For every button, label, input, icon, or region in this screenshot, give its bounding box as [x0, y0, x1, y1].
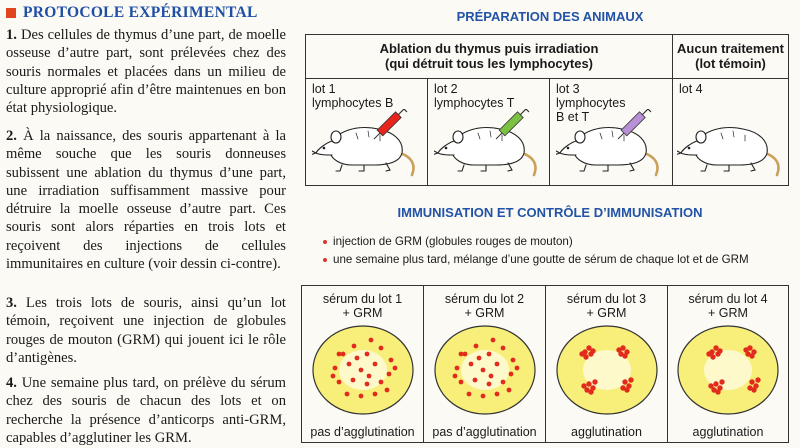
- mouse-icon: [677, 109, 787, 179]
- lot-cells-2: B et T: [556, 110, 590, 124]
- bullet-item: [323, 233, 749, 251]
- lot-cells: lymphocytes: [556, 96, 626, 110]
- serum-name: sérum du lot 4: [688, 292, 768, 306]
- paragraph-3: [6, 294, 286, 367]
- lot-number: lot 4: [679, 82, 703, 96]
- serum-name: sérum du lot 3: [566, 292, 647, 306]
- lot-label: [434, 82, 549, 110]
- paragraph-number: 4.: [6, 375, 17, 391]
- serum-label: [546, 286, 667, 320]
- immunisation-title: IMMUNISATION ET CONTRÔLE D’IMMUNISATION: [397, 205, 703, 220]
- paragraph-2: [6, 127, 286, 273]
- lot-cell-1: [306, 79, 428, 185]
- lot-cell-3: [550, 79, 673, 185]
- preparation-table: [305, 34, 789, 186]
- serum-label: [424, 286, 545, 320]
- serum-grm: + GRM: [708, 306, 748, 320]
- serum-label: [302, 286, 423, 320]
- result-cell-1: [302, 286, 424, 442]
- paragraph-text: Les trois lots de souris, ainsi qu’un lot témoin, reçoivent une injection de globules rouges de mouton (GRM) qui jouent ici le rôle d’antigènes.: [6, 295, 286, 366]
- serum-grm: + GRM: [342, 306, 383, 320]
- lot-label: [679, 82, 788, 96]
- serum-name: sérum du lot 1: [322, 292, 403, 306]
- well-clumped-icon: [553, 324, 661, 416]
- mouse-injected-icon: [312, 109, 422, 179]
- lot-number: lot 3: [556, 82, 580, 96]
- paragraph-number: 1.: [6, 27, 17, 43]
- treatment-header: [306, 35, 673, 79]
- result-cell-2: [424, 286, 546, 442]
- lot-cell-4: [673, 79, 788, 185]
- serum-label: [668, 286, 788, 320]
- lot-label: [312, 82, 427, 110]
- result-label: pas d’agglutination: [310, 425, 415, 439]
- result-label: agglutination: [692, 425, 764, 439]
- lot-cells: lymphocytes T: [434, 96, 515, 110]
- lot-cell-2: [428, 79, 550, 185]
- bullet-dot-icon: [323, 240, 327, 244]
- paragraph-text: À la naissance, des souris appartenant à la même souche que les souris donneuses subissent une ablation du thymus d’une part, une irradiation suffisamment massive pour détruire la moelle osseuse d’autre part. Ces souris sont alors réparties en trois lots et reçoivent des injections de cellules immunitaires en culture (voir dessin ci-contre).: [6, 128, 286, 273]
- bullet-text: une semaine plus tard, mélange d’une goutte de sérum de chaque lot et de GRM: [333, 253, 749, 266]
- protocol-column: [6, 2, 290, 446]
- well-clumped-icon: [674, 324, 782, 416]
- paragraph-4: [6, 374, 286, 447]
- result-label: agglutination: [571, 425, 642, 439]
- bullet-list: [323, 233, 749, 269]
- lot-label: [556, 82, 672, 124]
- treatment-header-line2: (qui détruit tous les lymphocytes): [384, 56, 594, 71]
- bullet-dot-icon: [323, 258, 327, 262]
- well-dispersed-icon: [431, 324, 539, 416]
- paragraph-text: Des cellules de thymus d’une part, de moelle osseuse d’autre part, sont prélevées chez des souris normales et placées dans un milieu de culture approprié afin d’être maintenues en bon état physiologique.: [6, 27, 286, 117]
- red-square-icon: [6, 8, 16, 18]
- section-title-text: PROTOCOLE EXPÉRIMENTAL: [23, 4, 258, 21]
- paragraph-text: Une semaine plus tard, on prélève du sérum chez des souris de chacun des lots et on recherche la présence d’anticorps anti-GRM, capables d’agglutiner les GRM.: [6, 375, 286, 446]
- lot-cells: lymphocytes B: [312, 96, 394, 110]
- mouse-injected-icon: [434, 109, 544, 179]
- preparation-title: PRÉPARATION DES ANIMAUX: [456, 9, 644, 24]
- paragraph-1: [6, 26, 286, 117]
- control-header-line1: Aucun traitement: [677, 41, 784, 56]
- treatment-header-line1: Ablation du thymus puis irradiation: [379, 41, 599, 56]
- lot-number: lot 1: [312, 82, 336, 96]
- serum-grm: + GRM: [586, 306, 627, 320]
- bullet-item: [323, 251, 749, 269]
- control-header-line2: (lot témoin): [695, 56, 766, 71]
- results-table: [301, 285, 789, 443]
- result-label: pas d’agglutination: [432, 425, 537, 439]
- result-cell-4: [668, 286, 788, 442]
- lot-number: lot 2: [434, 82, 458, 96]
- well-dispersed-icon: [309, 324, 417, 416]
- section-title: [6, 2, 290, 24]
- serum-name: sérum du lot 2: [444, 292, 525, 306]
- control-header: [673, 35, 788, 79]
- paragraph-number: 2.: [6, 128, 17, 144]
- result-cell-3: [546, 286, 668, 442]
- serum-grm: + GRM: [464, 306, 505, 320]
- bullet-text: injection de GRM (globules rouges de mouton): [333, 235, 573, 248]
- paragraph-number: 3.: [6, 295, 17, 311]
